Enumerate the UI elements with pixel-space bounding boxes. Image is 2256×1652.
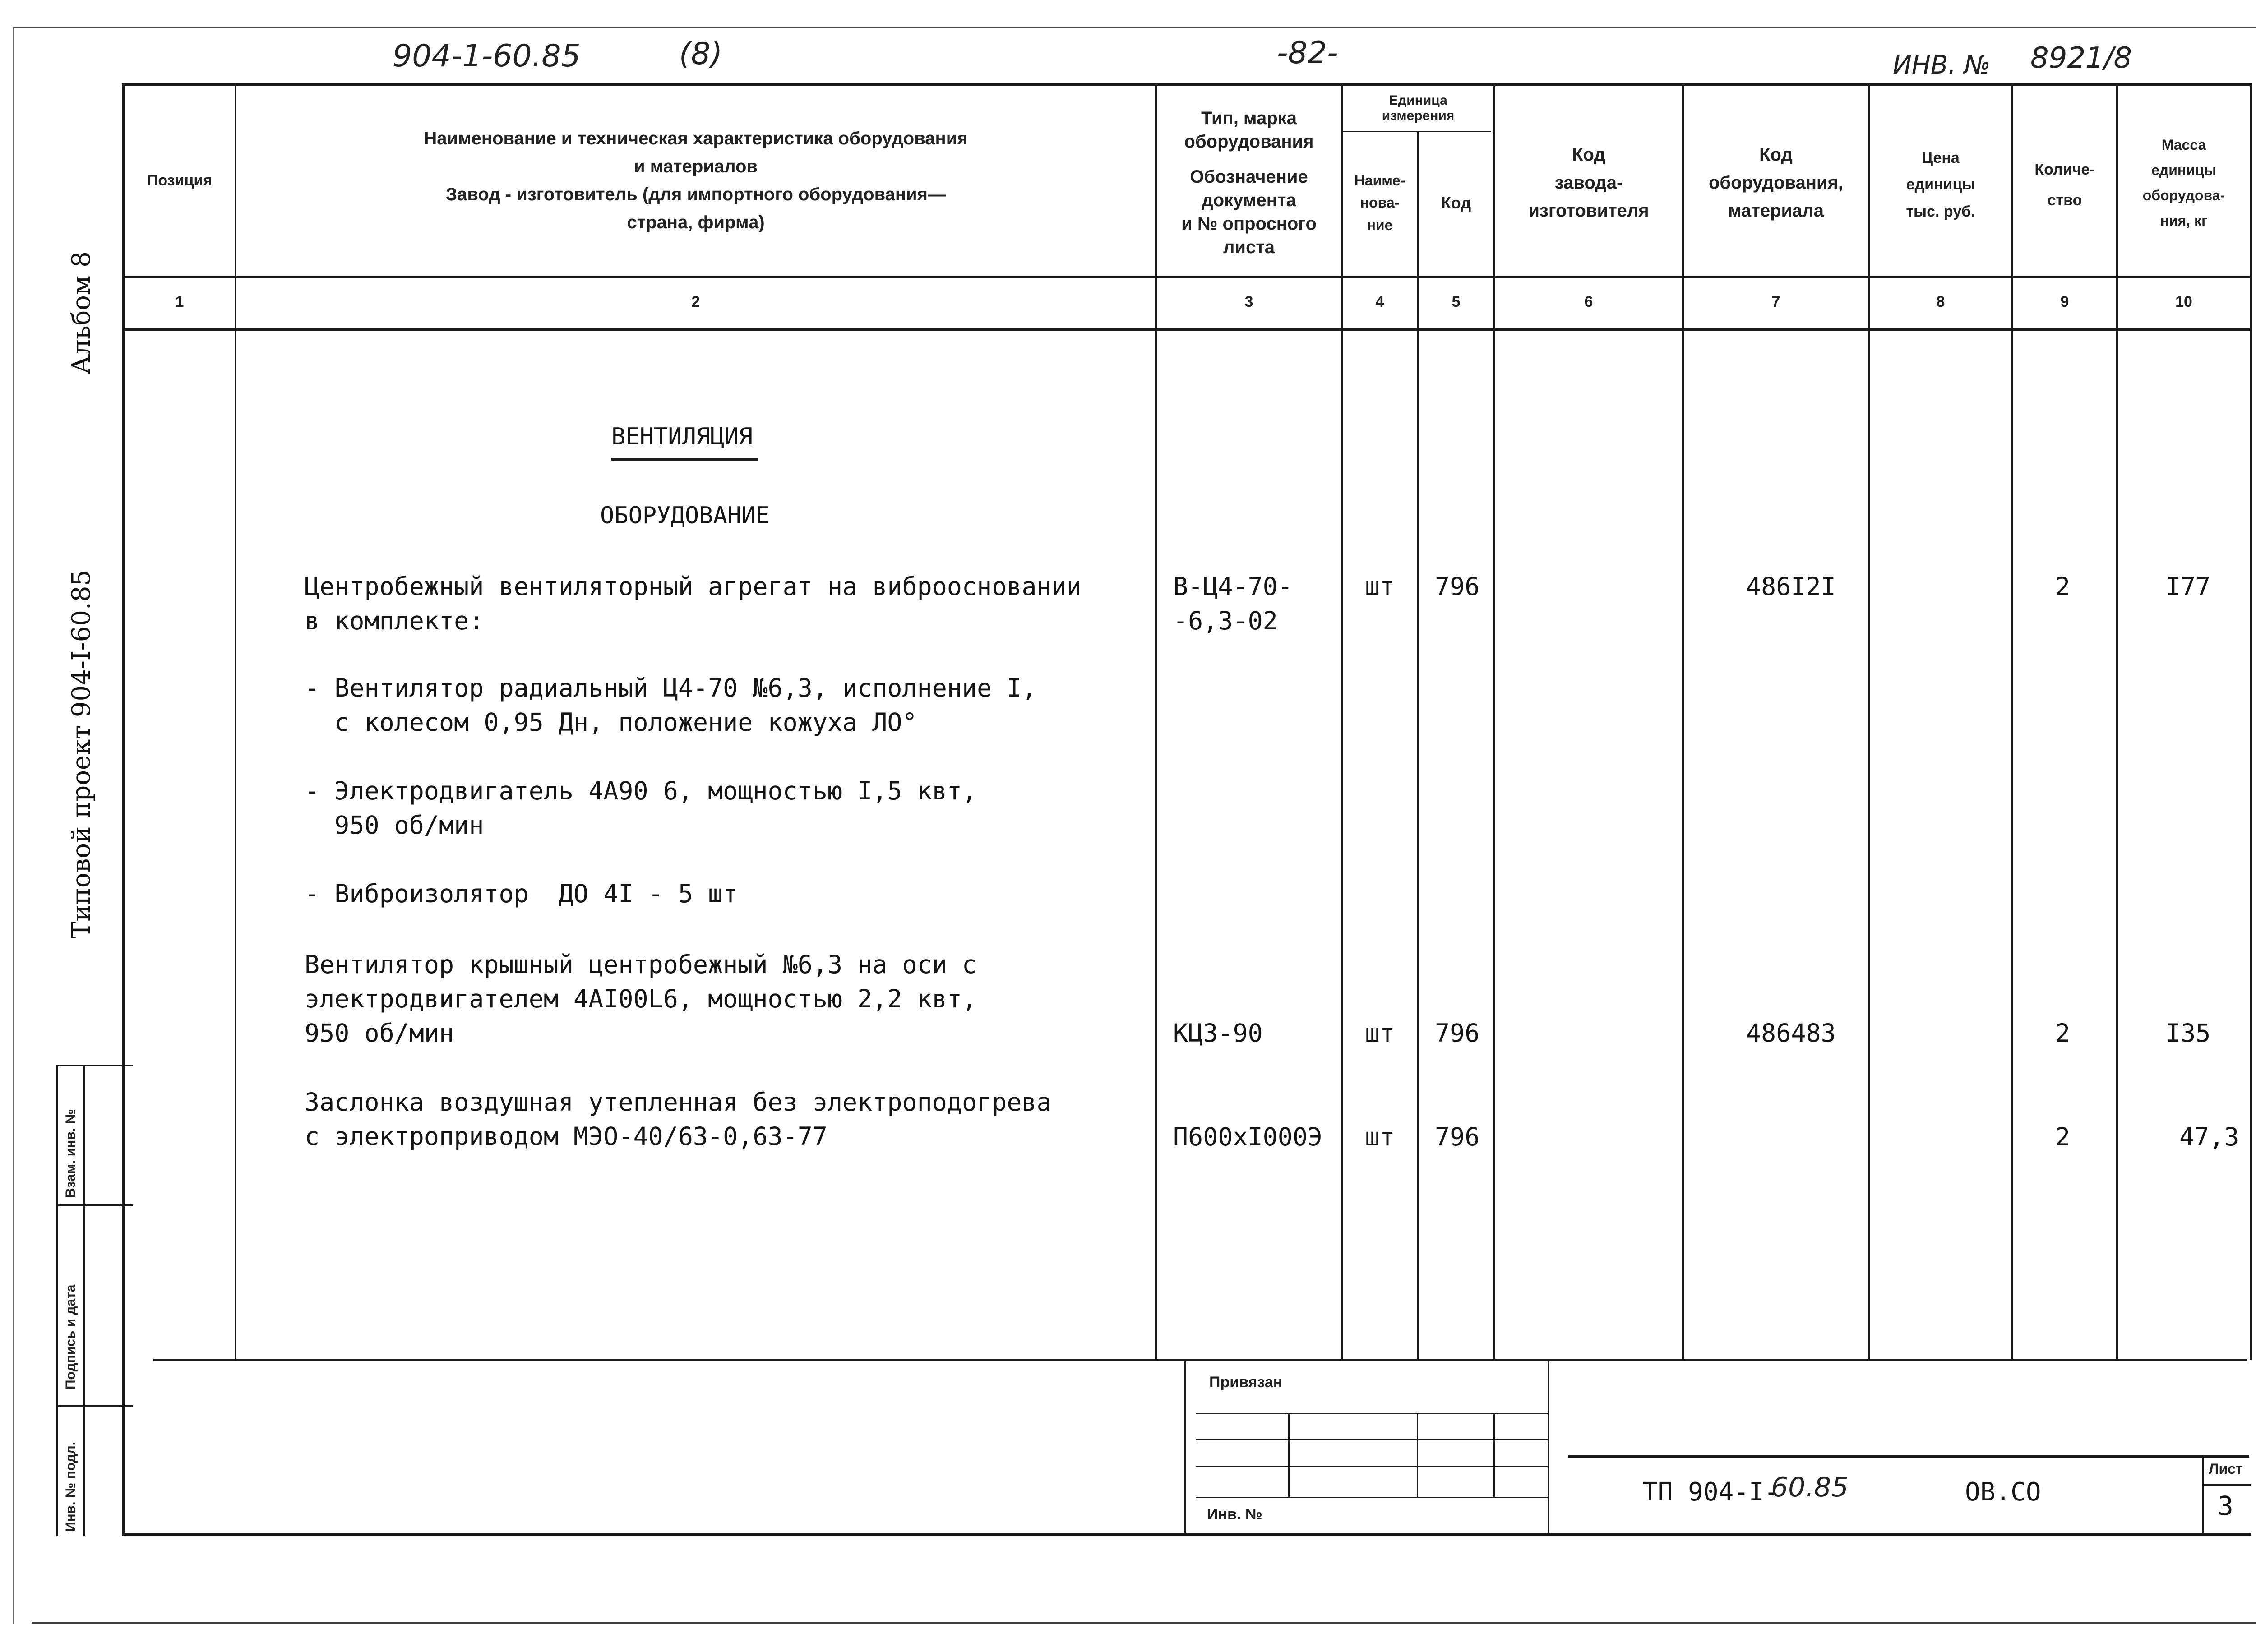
- sheet-cell-sep: [2202, 1484, 2251, 1486]
- row-5-qty: 2: [2055, 1019, 2071, 1047]
- header-type-l5: и № опросного: [1181, 214, 1317, 234]
- doc-number: 904-1-60.85: [393, 38, 581, 74]
- section-title: ВЕНТИЛЯЦИЯ: [611, 423, 753, 450]
- row-1-equip-code: 486I2I: [1746, 572, 1836, 601]
- header-mass-l2: единицы: [2151, 162, 2216, 178]
- header-unit-name-l2: нова-: [1360, 194, 1400, 211]
- side-box-inner: [83, 1065, 85, 1536]
- sheet-label: Лист: [2209, 1461, 2243, 1477]
- stamp-col-3: [1493, 1413, 1495, 1497]
- section-title-underline: [611, 458, 758, 461]
- table-bottom-line: [122, 1533, 2251, 1536]
- row-3-name: - Электродвигатель 4А90 6, мощностью I,5 квт, 950 об/мин: [305, 776, 977, 840]
- row-5-unit: шт: [1365, 1019, 1395, 1047]
- side-box-top: [56, 1065, 133, 1066]
- body-bottom-line: [153, 1359, 2247, 1361]
- row-1-mass: I77: [2166, 572, 2211, 601]
- doc-mark: ОВ.СО: [1965, 1477, 2041, 1507]
- header-type-l4: документа: [1202, 190, 1296, 210]
- header-unit-group-l1: Единица: [1389, 92, 1447, 108]
- row-6-type: П600хI000Э: [1173, 1122, 1323, 1151]
- header-type-l3: Обозначение: [1190, 167, 1308, 187]
- header-plant-l3: изготовителя: [1528, 201, 1649, 221]
- title-block-top-line: [1568, 1455, 2249, 1458]
- header-unit-name-l3: ние: [1367, 217, 1393, 233]
- col-number-2: 2: [691, 293, 700, 310]
- col-number-6: 6: [1584, 293, 1593, 310]
- doc-code-prefix: ТП 904-I-: [1642, 1477, 1780, 1507]
- col-line-3: [1341, 83, 1343, 1360]
- col-number-1: 1: [175, 293, 184, 310]
- side-cell-inv: Инв. № подл.: [63, 1441, 78, 1532]
- col-line-5: [1493, 83, 1495, 1360]
- header-unit-group-l2: измерения: [1382, 108, 1455, 123]
- stamp-col-2: [1417, 1413, 1418, 1497]
- header-unit-name: [1343, 135, 1417, 271]
- header-mass: [2118, 104, 2250, 262]
- row-1-type: В-Ц4-70- -6,3-02: [1173, 572, 1293, 635]
- col-number-8: 8: [1936, 293, 1945, 310]
- row-5-type: КЦ3-90: [1173, 1019, 1263, 1047]
- subsection-title: ОБОРУДОВАНИЕ: [600, 502, 770, 529]
- row-6-name: Заслонка воздушная утепленная без электроподогрева с электроприводом МЭО-40/63-0,63-77: [305, 1088, 1052, 1151]
- header-equip-l1: Код: [1759, 145, 1793, 165]
- stamp-right-line: [1548, 1359, 1549, 1536]
- header-sep-1: [125, 276, 2250, 278]
- col-number-9: 9: [2060, 293, 2069, 310]
- row-2-name: - Вентилятор радиальный Ц4-70 №6,3, исполнение I, с колесом 0,95 Дн, положение кожуха ЛО°: [305, 674, 1037, 737]
- header-type-l2: оборудования: [1184, 132, 1314, 152]
- sheet-cell-left: [2202, 1455, 2204, 1534]
- row-1-unit: шт: [1365, 572, 1395, 601]
- header-name: [236, 104, 1155, 257]
- header-unit-name-l1: Наиме-: [1354, 172, 1405, 189]
- header-qty-l1: Количе-: [2034, 161, 2095, 178]
- header-name-l2: и материалов: [633, 157, 758, 176]
- header-equip-l3: материала: [1728, 201, 1824, 221]
- stamp-row-3: [1196, 1466, 1548, 1467]
- side-cell-sign: Подпись и дата: [63, 1284, 78, 1389]
- row-5-equip-code: 486483: [1746, 1019, 1836, 1047]
- row-5-name: Вентилятор крышный центробежный №6,3 на оси с электродвигателем 4АI00L6, мощностью 2,2 квт, 950 об/мин: [305, 950, 977, 1047]
- header-qty-l2: ство: [2047, 192, 2082, 209]
- header-type-l6: листа: [1223, 237, 1275, 257]
- header-mass-l4: ния, кг: [2160, 212, 2208, 229]
- table-right-line: [2250, 83, 2252, 1360]
- col-line-6: [1682, 83, 1684, 1360]
- side-box-sep-1: [56, 1204, 133, 1206]
- header-plant-l1: Код: [1572, 145, 1605, 165]
- header-equip-code: [1684, 104, 1868, 262]
- header-qty: [2013, 117, 2116, 253]
- header-price: [1870, 108, 2011, 262]
- side-project: Типовой проект 904-I-60.85: [67, 569, 96, 938]
- table-top-line: [122, 83, 2251, 86]
- inv-number: 8921/8: [2030, 42, 2132, 75]
- stamp-left-line: [1184, 1359, 1186, 1536]
- inv-label: ИНВ. №: [1893, 51, 1991, 80]
- page-number: -82-: [1277, 35, 1338, 71]
- side-box-sep-2: [56, 1405, 133, 1407]
- header-name-l4: страна, фирма): [627, 212, 765, 232]
- row-1-qty: 2: [2055, 572, 2071, 601]
- col-line-1: [235, 83, 236, 1360]
- col-number-10: 10: [2175, 293, 2192, 310]
- header-price-l1: Цена: [1922, 149, 1960, 166]
- header-type-l1: Тип, марка: [1201, 108, 1297, 128]
- header-unit-group: [1343, 88, 1493, 129]
- row-4-name: - Виброизолятор ДО 4I - 5 шт: [305, 879, 738, 908]
- header-name-l3: Завод - изготовитель (для импортного оборудования—: [446, 185, 946, 204]
- header-mass-l3: оборудова-: [2142, 187, 2225, 203]
- header-plant-l2: завода-: [1554, 173, 1623, 193]
- header-sep-2: [125, 328, 2250, 331]
- col-number-3: 3: [1244, 293, 1253, 310]
- row-6-mass: 47,3: [2179, 1122, 2239, 1151]
- stamp-col-1: [1288, 1413, 1290, 1497]
- col-line-7: [1868, 83, 1870, 1360]
- stamp-inv-no: Инв. №: [1207, 1506, 1262, 1523]
- header-equip-l2: оборудования,: [1708, 173, 1844, 193]
- row-6-unit: шт: [1365, 1122, 1395, 1151]
- stamp-row-1: [1196, 1413, 1548, 1414]
- header-mass-l1: Масса: [2161, 137, 2206, 153]
- row-6-unit-code: 796: [1435, 1122, 1480, 1151]
- outer-left-line: [13, 27, 14, 1624]
- col-line-4: [1417, 131, 1419, 1360]
- col-line-9: [2116, 83, 2118, 1360]
- outer-top-line: [14, 27, 2256, 28]
- sheet-number: 3: [2218, 1490, 2233, 1521]
- header-price-l2: единицы: [1906, 176, 1975, 194]
- col-number-5: 5: [1452, 293, 1461, 310]
- col-number-7: 7: [1771, 293, 1780, 310]
- header-unit-code: Код: [1441, 194, 1471, 212]
- stamp-row-4: [1196, 1497, 1548, 1498]
- header-plant-code: [1495, 104, 1682, 262]
- col-line-8: [2011, 83, 2013, 1360]
- header-position: Позиция: [147, 171, 213, 189]
- row-5-unit-code: 796: [1435, 1019, 1480, 1047]
- header-name-l1: Наименование и техническая характеристика оборудования: [424, 129, 968, 148]
- row-5-mass: I35: [2166, 1019, 2211, 1047]
- row-6-qty: 2: [2055, 1122, 2071, 1151]
- side-album: Альбом 8: [67, 251, 96, 374]
- doc-code-hand: 60.85: [1771, 1472, 1849, 1503]
- stamp-privyazan: Привязан: [1209, 1374, 1283, 1391]
- side-box-left: [56, 1065, 58, 1536]
- row-1-unit-code: 796: [1435, 572, 1480, 601]
- col-line-2: [1155, 83, 1157, 1360]
- row-1-name: Центробежный вентиляторный агрегат на виброосновании в комплекте:: [305, 572, 1082, 635]
- header-type: [1157, 102, 1341, 264]
- stamp-row-2: [1196, 1439, 1548, 1440]
- outer-bottom-line: [32, 1622, 2256, 1624]
- side-cell-vzam: Взам. инв. №: [63, 1109, 78, 1198]
- doc-part: (8): [679, 36, 723, 72]
- header-price-l3: тыс. руб.: [1906, 203, 1975, 220]
- col-number-4: 4: [1375, 293, 1384, 310]
